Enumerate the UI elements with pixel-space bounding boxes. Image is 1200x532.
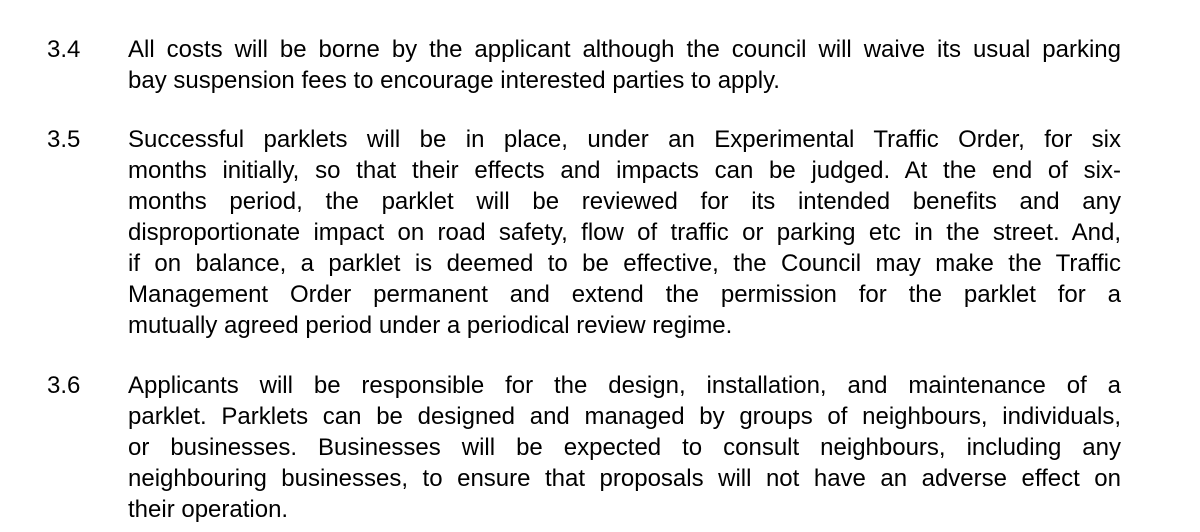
paragraph-number: 3.5 [47, 126, 81, 153]
text-line: Successful parklets will be in place, under an Experimental Traffic Order, for six [128, 126, 1121, 153]
paragraph-text [128, 370, 1121, 525]
text-line: their operation. [128, 496, 289, 523]
text-line: disproportionate impact on road safety, flow of traffic or parking etc in the street. And, [128, 219, 1121, 246]
paragraph-text [128, 124, 1121, 341]
text-line: Applicants will be responsible for the design, installation, and maintenance of a [128, 372, 1121, 399]
text-line: months initially, so that their effects and impacts can be judged. At the end of six- [128, 157, 1121, 184]
text-line: Management Order permanent and extend the permission for the parklet for a [128, 281, 1121, 308]
text-line: if on balance, a parklet is deemed to be effective, the Council may make the Traffic [128, 250, 1121, 277]
text-line: bay suspension fees to encourage interested parties to apply. [128, 67, 780, 94]
paragraph-number: 3.4 [47, 36, 81, 63]
text-line: All costs will be borne by the applicant although the council will waive its usual parking [128, 36, 1121, 63]
text-line: mutually agreed period under a periodical review regime. [128, 312, 733, 339]
text-line: neighbouring businesses, to ensure that proposals will not have an adverse effect on [128, 465, 1121, 492]
text-line: parklet. Parklets can be designed and managed by groups of neighbours, individuals, [128, 403, 1121, 430]
paragraph-number: 3.6 [47, 372, 81, 399]
text-line: or businesses. Businesses will be expected to consult neighbours, including any [128, 434, 1121, 461]
paragraph-text [128, 34, 1121, 96]
text-line: months period, the parklet will be reviewed for its intended benefits and any [128, 188, 1121, 215]
